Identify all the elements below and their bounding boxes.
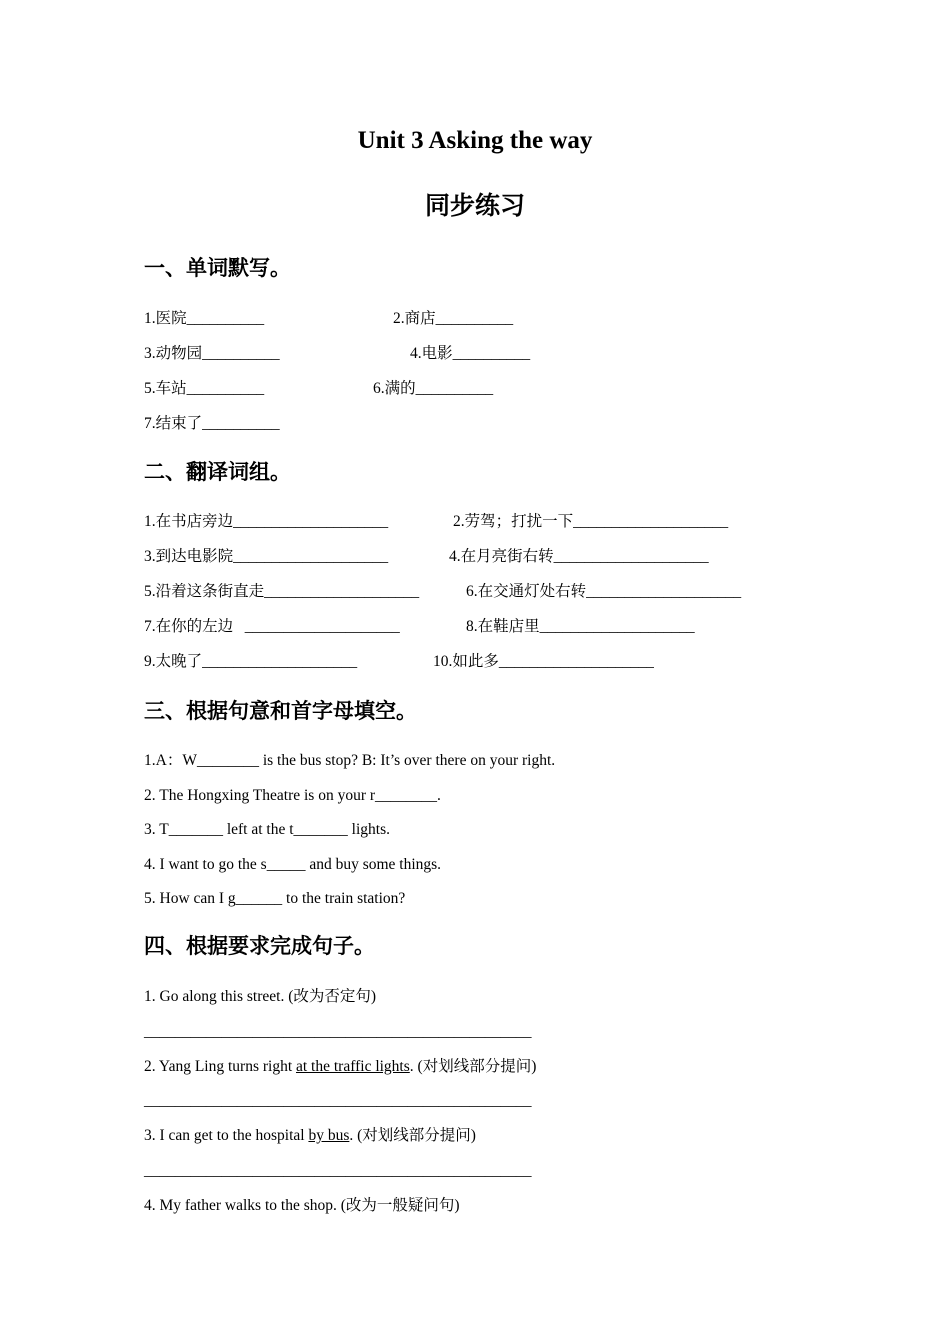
fill-blank-item: 3. T_______ left at the t_______ lights. [144,821,390,838]
page-subtitle: 同步练习 [424,193,525,220]
question-instruction: . (对划线部分提问) [349,1127,476,1144]
fill-blank-item: 5. How can I g______ to the train station? [144,890,406,907]
vocab-item: 1.医院__________ [144,310,265,327]
fill-blank-item: 1.A：W________ is the bus stop? B: It’s over there on your right. [144,752,556,769]
vocab-item: 2.商店__________ [393,310,514,327]
phrase-item: 4.在月亮街右转____________________ [449,548,709,565]
phrase-item: 8.在鞋店里____________________ [466,618,695,635]
phrase-item: 6.在交通灯处右转____________________ [466,583,742,600]
question-instruction: . (对划线部分提问) [409,1058,537,1075]
section1-heading: 一、单词默写。 [144,256,291,280]
sentence-question: 4. My father walks to the shop. (改为一般疑问句) [144,1197,460,1214]
phrase-item: 1.在书店旁边____________________ [144,513,389,530]
question-text: 3. I can get to the hospital [144,1127,309,1144]
vocab-item: 7.结束了__________ [144,415,280,432]
phrase-item: 2.劳驾；打扰一下____________________ [453,513,729,530]
phrase-item: 9.太晚了____________________ [144,653,358,670]
phrase-item: 3.到达电影院____________________ [144,548,389,565]
answer-line: __________________________________________________ [144,1162,532,1179]
vocab-item: 5.车站__________ [144,380,265,397]
sentence-question [144,1059,536,1075]
phrase-item: 10.如此多____________________ [433,653,654,670]
answer-line: __________________________________________________ [144,1023,532,1040]
fill-blank-item: 2. The Hongxing Theatre is on your r________. [144,787,441,804]
section2-heading: 二、翻译词组。 [144,460,291,484]
fill-blank-item: 4. I want to go the s_____ and buy some things. [144,856,442,873]
section3-heading: 三、根据句意和首字母填空。 [144,699,417,723]
answer-line: __________________________________________________ [144,1092,532,1109]
phrase-item: 7.在你的左边 ____________________ [144,618,400,635]
question-text: 2. Yang Ling turns right [144,1058,296,1075]
page-title: Unit 3 Asking the way [357,127,593,154]
phrase-item: 5.沿着这条街直走____________________ [144,583,420,600]
sentence-question [144,1128,476,1144]
underlined-phrase: by bus [308,1127,350,1144]
underlined-phrase: at the traffic lights [296,1058,410,1075]
vocab-item: 4.电影__________ [410,345,531,362]
vocab-item: 6.满的__________ [373,380,494,397]
vocab-item: 3.动物园__________ [144,345,280,362]
section4-heading: 四、根据要求完成句子。 [144,934,375,958]
sentence-question: 1. Go along this street. (改为否定句) [144,988,377,1005]
